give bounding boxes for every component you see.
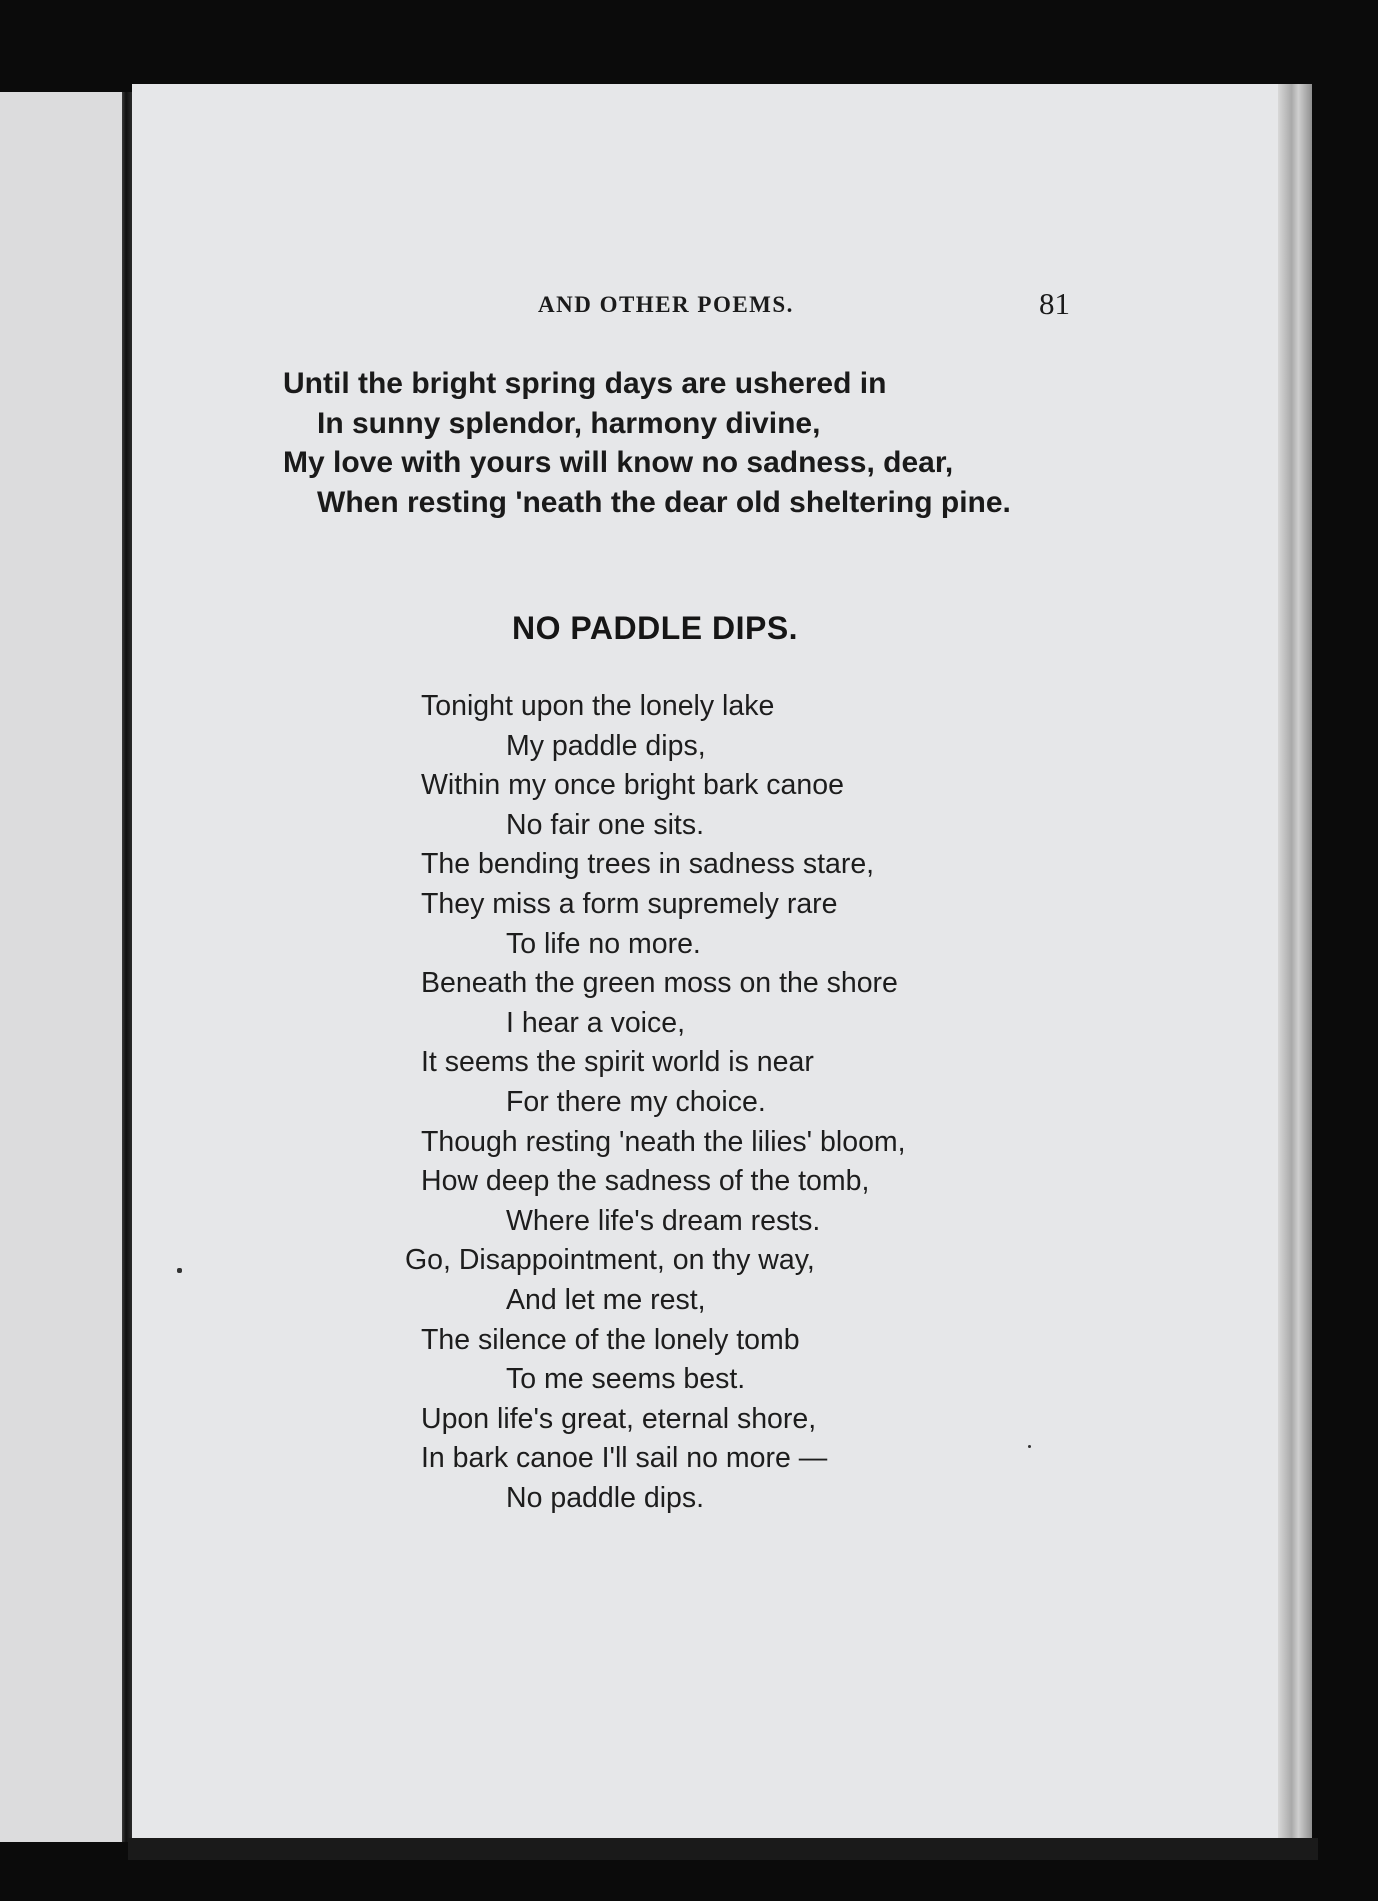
verse-line: The bending trees in sadness stare, — [421, 848, 875, 881]
continued-stanza — [283, 364, 1011, 522]
verse-line: My love with yours will know no sadness, dear, — [283, 446, 954, 479]
verse-line: It seems the spirit world is near — [421, 1046, 814, 1079]
verse-line: When resting 'neath the dear old sheltering pine. — [317, 485, 1011, 519]
verse-line: How deep the sadness of the tomb, — [421, 1165, 870, 1198]
verse-line: Until the bright spring days are ushered in — [283, 367, 887, 400]
running-head: AND OTHER POEMS. — [538, 292, 794, 317]
ink-speck — [1028, 1445, 1031, 1448]
verse-line: They miss a form supremely rare — [421, 887, 838, 920]
poem-title: NO PADDLE DIPS. — [512, 610, 799, 646]
ink-speck — [177, 1268, 182, 1273]
verse-line: Though resting 'neath the lilies' bloom, — [421, 1125, 906, 1158]
verse-line: For there my choice. — [506, 1085, 766, 1118]
verse-line: Within my once bright bark canoe — [421, 769, 844, 802]
verse-line: In sunny splendor, harmony divine, — [317, 406, 821, 440]
verse-line: To me seems best. — [506, 1363, 746, 1396]
verse-line: The silence of the lonely tomb — [421, 1323, 800, 1356]
verse-line: In bark canoe I'll sail no more — — [421, 1442, 828, 1475]
verse-line: Go, Disappointment, on thy way, — [405, 1244, 815, 1277]
verse-line: My paddle dips, — [506, 729, 706, 762]
page-fore-edge — [1278, 84, 1312, 1844]
page-bottom-shadow — [128, 1838, 1318, 1860]
verse-line: No paddle dips. — [506, 1481, 705, 1514]
verse-line: To life no more. — [506, 927, 701, 960]
page-number: 81 — [1039, 286, 1070, 321]
poem-body — [405, 687, 906, 1518]
verse-line: And let me rest, — [506, 1283, 706, 1316]
verse-line: I hear a voice, — [506, 1006, 686, 1039]
verse-line: Tonight upon the lonely lake — [421, 690, 775, 722]
facing-page-edge — [0, 92, 128, 1842]
verse-line: Upon life's great, eternal shore, — [421, 1402, 817, 1435]
verse-line: Beneath the green moss on the shore — [421, 967, 898, 1000]
book-gutter — [122, 92, 132, 1842]
verse-line: Where life's dream rests. — [506, 1204, 821, 1237]
verse-line: No fair one sits. — [506, 808, 704, 841]
